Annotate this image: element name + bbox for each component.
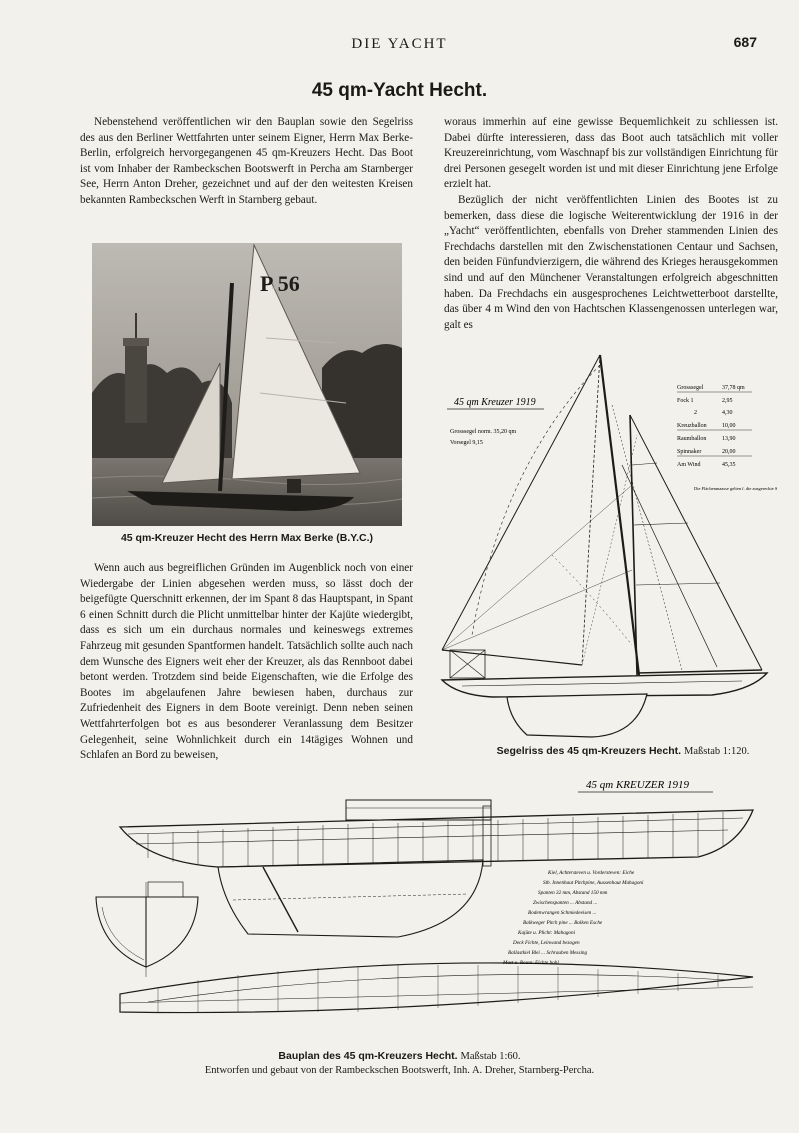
- sail-plan-drawing: [432, 345, 777, 740]
- right-column: [444, 115, 778, 333]
- spar-label: Spinnaker: [677, 449, 702, 455]
- construction-plan-title: 45 qm KREUZER 1919: [586, 779, 689, 791]
- sail-note: Vorsegel 9,15: [450, 440, 483, 446]
- construction-caption-text: Bauplan des 45 qm-Kreuzers Hecht.: [278, 1050, 458, 1062]
- construction-plan-caption: [0, 1050, 799, 1062]
- spar-value: 45,35: [722, 462, 736, 468]
- spar-value: 2,95: [722, 398, 733, 404]
- paragraph: woraus immerhin auf eine gewisse Bequemlichkeit zu schliessen ist. Dabei dürfte interessieren, dass das Boot auch tatsächlich mit voller Kreuzereinrichtung, vom Waschnapf bis zur vollständigen Einrichtung für drei Personen gesegelt worden ist und mit dieser Einrichtung jene Erfolge erzielt hat.: [444, 116, 778, 191]
- sailing-yacht-image: [92, 243, 402, 526]
- spar-label: Raumballon: [677, 436, 707, 442]
- spar-label: Kreuzballon: [677, 423, 707, 429]
- spar-value: 37,78 qm: [722, 385, 745, 391]
- left-column-top: [80, 115, 413, 209]
- paragraph: Wenn auch aus begreiflichen Gründen im Augenblick noch von einer Wiedergabe der Linien abgesehen werden muss, so lässt doch der beigefügte Querschnitt erkennen, der im Spant 8 das Hauptspant, in Spant 6 einen Schnitt durch die Plicht unmittelbar hinter der Kajüte wiedergibt, dass es sich um ein durchaus normales und keineswegs extremes Fahrzeug mit gesunden Spantformen handelt. Tatsächlich sollte auch nach dem Wunsche des Eigners weit eher der Kreuzer, als das Rennboot dabei betont werden. Trotzdem sind beide Eigenschaften, wie die Erfolge des Bootes im abgelaufenen Jahre bewiesen haben, durchaus zur Zufriedenheit des Eigners in dem Boote vereinigt. Denn neben seinen Wettfahrterfolgen bot es aus besonderer Veranlassung dem Besitzer Gelegenheit, seine Wohnlichkeit durch ein 14tägiges Wohnen und Schlafen an Bord zu beweisen,: [80, 562, 413, 762]
- yacht-photo: [92, 243, 402, 526]
- sail-plan-caption-text: Segelriss des 45 qm-Kreuzers Hecht.: [496, 745, 682, 757]
- spec-line: Ballastkiel Blei ... Schrauben Messing: [508, 950, 588, 956]
- paragraph: Bezüglich der nicht veröffentlichten Linien des Bootes ist zu bemerken, dass diese die logische Weiterentwicklung der 1916 in der „Yacht“ veröffentlichten, ebenfalls von Dreher stammenden Linien des Frechdachs darstellen mit den Zwischenstationen Centaur und Sachsen, den beiden Fünfundvierzigern, die während des Krieges herausgekommen sind und auf den Münchener Veranstaltungen erfolgreich abgeschnitten haben. Da Frechdachs ein ausgesprochenes Leichtwetterboot darstellte, das über 4 m Wind den von Hachtschen Klassengenossen unterlegen war, galt es: [444, 193, 778, 331]
- running-head: DIE YACHT: [351, 36, 448, 52]
- construction-scale: Maßstab 1:60.: [460, 1051, 521, 1062]
- spec-line: Zwischenspanten ... Abstand ...: [533, 900, 598, 906]
- spar-value: 10,00: [722, 423, 736, 429]
- article-title: 45 qm-Yacht Hecht.: [311, 80, 488, 101]
- construction-specs: [502, 870, 644, 966]
- paragraph: Nebenstehend veröffentlichen wir den Bauplan sowie den Segelriss des aus den Berliner Wettfahrten unter seinem Eigner, Herrn Max Berke-Berlin, erfolgreich hervorgegangenen 45 qm-Kreuzers Hecht. Das Boot ist vom Inhaber der Rambeckschen Bootswerft in Percha am Starnberger See, Herrn Anton Dreher, gezeichnet und auf der den weitesten Kreisen bekannten Rambeckschen Werft in Starnberg gebaut.: [80, 116, 413, 206]
- photo-caption: 45 qm-Kreuzer Hecht des Herrn Max Berke (B.Y.C.): [120, 532, 374, 544]
- sail-note: Grosssegel norm. 35,20 qm: [450, 429, 517, 435]
- sail-footnote: Die Flächenmaasse gelten f. die ausgereckte Segel.: [694, 486, 777, 491]
- spec-line: Deck Fichte, Leinwand bezogen: [513, 940, 580, 946]
- spec-line: Bodenwrangen Schmiedeeisen ...: [528, 910, 597, 916]
- spec-line: Kajüte u. Plicht: Mahagoni: [518, 930, 576, 936]
- spar-table: [677, 385, 752, 468]
- page-number: 687: [733, 34, 757, 50]
- builder-credit: Entworfen und gebaut von der Rambeckschen Bootswerft, Inh. A. Dreher, Starnberg-Percha.: [204, 1065, 595, 1076]
- sail-plan-svg: [432, 345, 777, 740]
- spar-value: 13,90: [722, 436, 736, 442]
- sail-plan-title: 45 qm Kreuzer 1919: [454, 397, 536, 408]
- spec-line: Mast u. Baum: Fichte hohl: [503, 960, 559, 966]
- spar-value: 4,30: [722, 410, 733, 416]
- spar-value: 20,00: [722, 449, 736, 455]
- sail-plan-scale: Maßstab 1:120.: [684, 746, 750, 757]
- spar-label: Fock 1: [677, 398, 694, 404]
- spar-label: 2: [694, 410, 697, 416]
- spec-line: Kiel, Achtersteven u. Vordersteven: Eiche: [548, 870, 635, 876]
- spar-label: Am Wind: [677, 462, 701, 468]
- sail-plan-caption: [478, 745, 768, 757]
- spar-label: Grosssegel: [677, 385, 704, 391]
- spec-line: Balkweger Pitch pine ... Balken Esche: [523, 920, 603, 926]
- spec-line: Stb. Innenhaut Pitchpine, Aussenhaut Mahagoni: [543, 880, 644, 886]
- left-column-bottom: [80, 561, 413, 764]
- sail-number: P 56: [260, 271, 300, 296]
- spec-line: Spanten 32 mm, Abstand 150 mm: [538, 890, 608, 896]
- construction-plan-drawing: [88, 772, 778, 1044]
- construction-plan-svg: [88, 772, 778, 1044]
